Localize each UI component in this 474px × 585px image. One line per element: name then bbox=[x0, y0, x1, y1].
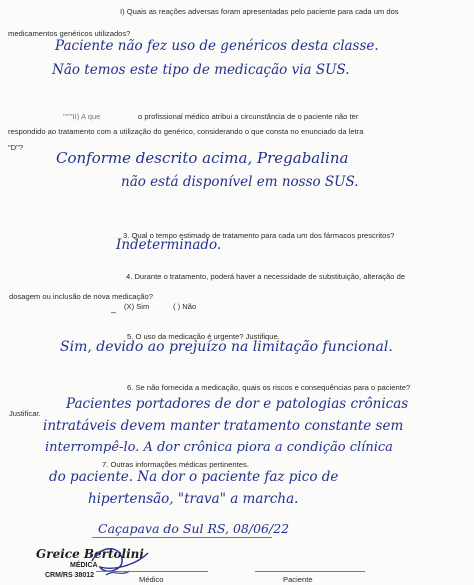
stamp-name: Greice Bertolini bbox=[36, 547, 144, 561]
answer-6-line3: interrompê-lo. A dor crônica piora a condição clínica bbox=[45, 440, 393, 455]
answer-7-line2: hipertensão, "trava" a marcha. bbox=[88, 491, 299, 507]
question-ii-prefix: """'II) A que bbox=[63, 112, 101, 121]
place-date: Caçapava do Sul RS, 08/06/22 bbox=[98, 521, 290, 536]
question-4-line1: 4. Durante o tratamento, poderá haver a necessidade de substituição, alteração de bbox=[126, 272, 406, 281]
option-yes: (X) Sim bbox=[124, 302, 150, 311]
answer-i-line2: Não temos este tipo de medicação via SUS. bbox=[52, 62, 350, 78]
answer-6-line1: Pacientes portadores de dor e patologias crônicas bbox=[66, 396, 409, 412]
question-ii-line2: respondido ao tratamento com a utilização do genérico, considerando o que consta no enunciado da letra bbox=[8, 127, 364, 136]
question-ii-line1: o profissional médico atribui a circunstância de o paciente não ter bbox=[138, 112, 359, 121]
justify-label: Justificar. bbox=[9, 409, 41, 418]
question-i-line1: I) Quais as reações adversas foram apresentadas pelo paciente para cada um dos bbox=[120, 7, 399, 16]
answer-5: Sim, devido ao prejuízo na limitação funcional. bbox=[60, 339, 393, 355]
paciente-signature-line bbox=[255, 571, 365, 572]
answer-3: Indeterminado. bbox=[116, 237, 222, 253]
answer-ii-line2: não está disponível em nosso SUS. bbox=[121, 174, 359, 190]
answer-7-line1: do paciente. Na dor o paciente faz pico de bbox=[49, 469, 339, 485]
label-medico: Médico bbox=[139, 575, 164, 584]
question-i-line2: medicamentos genéricos utilizados? bbox=[8, 29, 131, 38]
medico-signature-line bbox=[96, 571, 208, 572]
date-underline bbox=[92, 537, 272, 538]
question-5: 5. O uso da medicação é urgente? Justifique. bbox=[127, 332, 280, 341]
question-7: 7. Outras informações médicas pertinentes. bbox=[102, 460, 249, 469]
stamp-crm: CRM/RS 38012 bbox=[45, 572, 95, 579]
label-paciente: Paciente bbox=[283, 575, 313, 584]
stamp-role: MÉDICA bbox=[70, 562, 98, 569]
question-ii-line3: "D"? bbox=[8, 143, 24, 152]
answer-ii-line1: Conforme descrito acima, Pregabalina bbox=[56, 149, 349, 167]
answer-i-line1: Paciente não fez uso de genéricos desta classe. bbox=[55, 38, 379, 54]
option-no: ( ) Não bbox=[173, 302, 197, 311]
question-4-blank: _ bbox=[111, 303, 117, 313]
answer-6-line2: intratáveis devem manter tratamento constante sem bbox=[43, 418, 404, 434]
question-6: 6. Se não fornecida a medicação, quais os riscos e consequências para o paciente? bbox=[127, 383, 411, 392]
question-4-line2: dosagem ou inclusão de nova medicação? bbox=[9, 292, 153, 301]
question-3: 3. Qual o tempo estimado de tratamento para cada um dos fármacos prescritos? bbox=[123, 231, 395, 240]
